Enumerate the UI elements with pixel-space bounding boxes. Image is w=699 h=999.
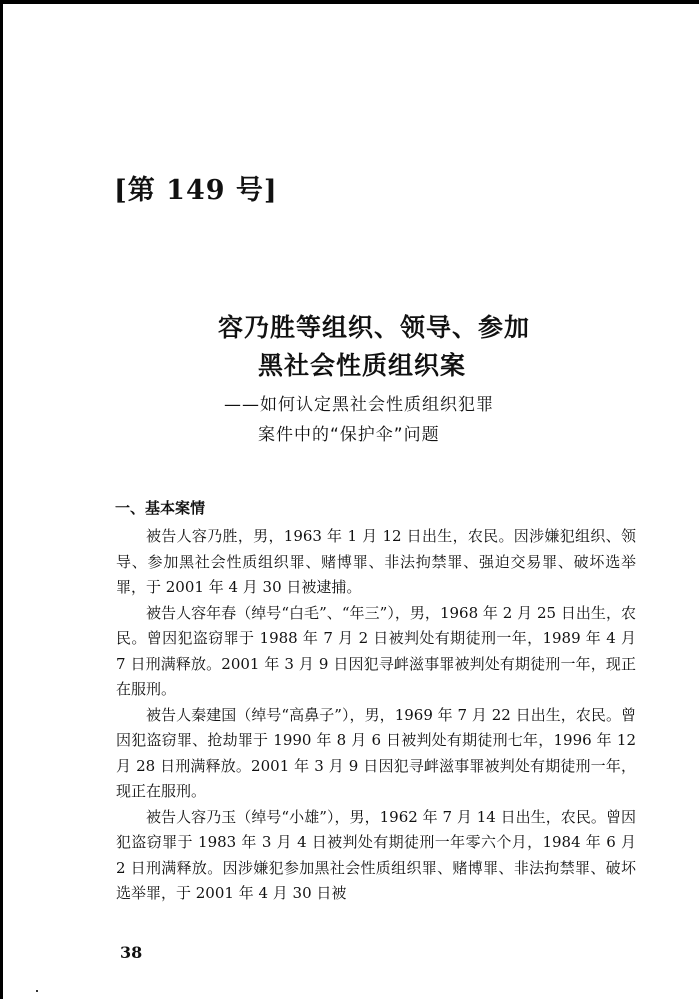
- scan-speck: [36, 990, 38, 992]
- paragraph-defendant-1: 被告人容乃胜，男，1963 年 1 月 12 日出生，农民。因涉嫌犯组织、领导、参加黑社会性质组织罪、赌博罪、非法拘禁罪、强迫交易罪、破坏选举罪，于 2001 年 4 月 30 日被逮捕。: [116, 527, 636, 596]
- left-border-rule: [0, 0, 3, 999]
- paragraph-defendant-4: 被告人容乃玉（绰号“小雄”），男，1962 年 7 月 14 日出生，农民。曾因犯盗窃罪于 1983 年 3 月 4 日被判处有期徒刑一年零六个月，1984 年 6 月 2 日刑满释放。因涉嫌犯参加黑社会性质组织罪、赌博罪、非法拘禁罪、破坏选举罪，于 2001 年 4 月 30 日被: [116, 807, 636, 902]
- top-border-rule: [0, 0, 699, 4]
- subtitle-line-2: 案件中的“保护伞”问题: [258, 425, 440, 445]
- body-text: [116, 524, 636, 907]
- subtitle-line-1: ——如何认定黑社会性质组织犯罪: [224, 395, 494, 415]
- paragraph-defendant-3: 被告人秦建国（绰号“高鼻子”），男，1969 年 7 月 22 日出生，农民。曾因犯盗窃罪、抢劫罪于 1990 年 8 月 6 日被判处有期徒刑七年，1996 年 12 月 28 日刑满释放。2001 年 3 月 9 日因犯寻衅滋事罪被判处有期徒刑一年，现正在服刑。: [116, 705, 636, 800]
- paragraph-defendant-2: 被告人容年春（绰号“白毛”、“年三”），男，1968 年 2 月 25 日出生，农民。曾因犯盗窃罪于 1988 年 7 月 2 日被判处有期徒刑一年，1989 年 4 月 7 日刑满释放。2001 年 3 月 9 日因犯寻衅滋事罪被判处有期徒刑一年，现正在服刑。: [116, 603, 636, 698]
- title-line-1: 容乃胜等组织、领导、参加: [218, 313, 531, 342]
- section-heading: 一、基本案情: [115, 499, 206, 517]
- title-line-2: 黑社会性质组织案: [258, 351, 467, 380]
- page-number: 38: [120, 943, 143, 962]
- case-number: [第 149 号]: [114, 175, 278, 206]
